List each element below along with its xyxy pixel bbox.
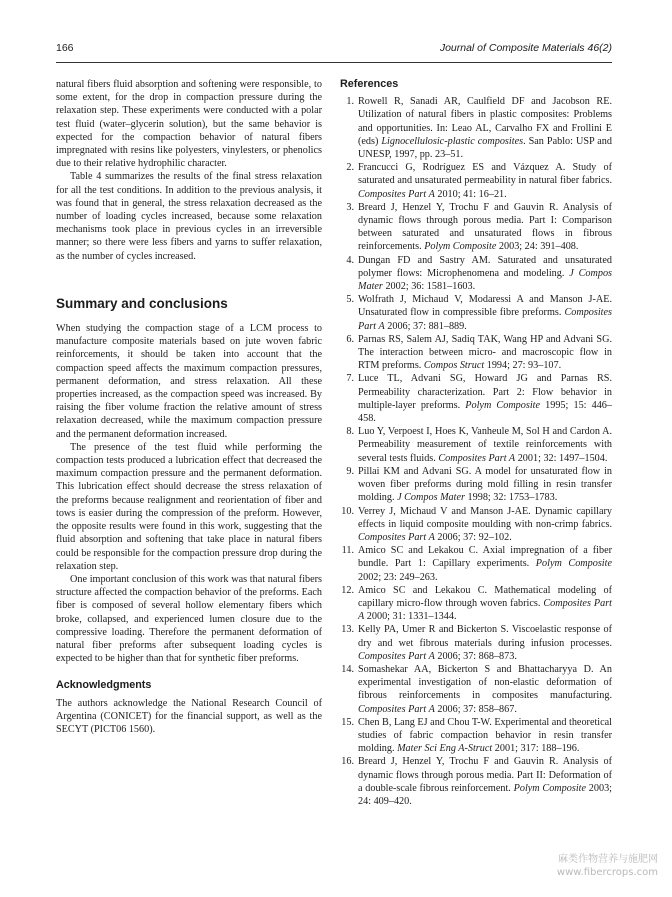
reference-text bbox=[358, 293, 612, 333]
paragraph: When studying the compaction stage of a LCM process to manufacture composite materials based on jute woven fabric reinforcements, it should be taken into account that the compaction speed affects the maximum compaction pressures, permanent deformation, and stress relaxation. All these properties increased, as the compaction speed was increased. By raising the fiber volume fraction the relative amount of stress relaxation decreased, while the maximum compaction pressure and the permanent deformation increased. bbox=[56, 323, 322, 440]
reference-authors-title: Luo Y, Verpoest I, Hoes K, Vanheule M, Sol H and Cardon A. Permeability measurement of textile reinforcements with several tests fluids. bbox=[358, 426, 612, 464]
reference-source: Composites Part A bbox=[438, 452, 516, 464]
reference-number: 9. bbox=[346, 465, 354, 477]
reference-item bbox=[340, 293, 612, 333]
reference-item bbox=[340, 254, 612, 294]
reference-item bbox=[340, 584, 612, 624]
reference-authors-title: Pillai KM and Advani SG. A model for unsaturated flow in woven fiber preforms during mold filling in resin transfer molding. bbox=[358, 465, 612, 504]
reference-authors-title: Luce TL, Advani SG, Howard JG and Parnas RS. Permeability characterization. Part 2: Flow behavior in multiple-layer preforms. bbox=[358, 373, 612, 411]
reference-text bbox=[358, 544, 612, 584]
reference-item bbox=[340, 623, 612, 663]
running-header bbox=[56, 42, 612, 58]
reference-number: 2. bbox=[346, 162, 354, 174]
reference-text bbox=[358, 425, 612, 465]
reference-details: 2003; 24: 409–420. bbox=[358, 782, 612, 807]
reference-authors-title: Kelly PA, Umer R and Bickerton S. Viscoelastic response of dry and wet fibrous materials during infusion processes. bbox=[358, 624, 612, 649]
reference-text bbox=[358, 161, 612, 201]
reference-details: 2001; 32: 1497–1504. bbox=[515, 452, 608, 464]
reference-details: 2002; 36: 1581–1603. bbox=[382, 281, 476, 293]
reference-item bbox=[340, 716, 612, 756]
reference-item bbox=[340, 201, 612, 254]
reference-text bbox=[358, 584, 612, 624]
reference-item bbox=[340, 755, 612, 808]
reference-item bbox=[340, 425, 612, 465]
reference-number: 3. bbox=[346, 201, 354, 213]
section-heading-summary: Summary and conclusions bbox=[56, 295, 228, 311]
reference-item bbox=[340, 505, 612, 545]
reference-number: 1. bbox=[346, 96, 354, 108]
reference-text bbox=[358, 755, 612, 808]
section-heading-acknowledgments: Acknowledgments bbox=[56, 679, 152, 692]
reference-authors-title: Somashekar AA, Bickerton S and Bhattacharyya D. An experimental investigation of non-elastic deformation of fibrous reinforcements in composites manufacturing. bbox=[358, 663, 612, 702]
header-rule bbox=[56, 62, 612, 63]
reference-source: Lignocellulosic-plastic composites bbox=[381, 135, 524, 147]
watermark bbox=[557, 853, 658, 879]
reference-list bbox=[340, 95, 612, 808]
reference-authors-title: Wolfrath J, Michaud V, Modaressi A and Manson J-AE. Unsaturated flow in compressible fibre preforms. bbox=[358, 294, 612, 319]
reference-item bbox=[340, 161, 612, 201]
watermark-url: www.fibercrops.com bbox=[556, 867, 658, 878]
reference-authors-title: Breard J, Henzel Y, Trochu F and Gauvin R. Analysis of dynamic flows through porous media. Part II: Deformation of a double-scale fibrous reinforcement. bbox=[358, 756, 612, 794]
reference-item bbox=[340, 333, 612, 373]
reference-number: 7. bbox=[346, 373, 354, 385]
reference-source: Polym Composite bbox=[424, 241, 497, 253]
reference-authors-title: Amico SC and Lekakou C. Axial impregnation of a fiber bundle. Part 1: Capillary experiments. bbox=[358, 545, 612, 570]
reference-number: 14. bbox=[341, 663, 354, 675]
reference-text bbox=[358, 201, 612, 254]
reference-source: Polym Composite bbox=[535, 558, 612, 570]
reference-authors-title: Verrey J, Michaud V and Manson J-AE. Dynamic capillary effects in liquid composite moulding with non-crimp fabrics. bbox=[358, 505, 612, 530]
reference-text bbox=[358, 465, 612, 505]
watermark-site-name: 麻类作物营养与施肥网 bbox=[558, 854, 658, 865]
left-column bbox=[56, 78, 322, 736]
reference-source: J Compos Mater bbox=[397, 492, 465, 504]
reference-text bbox=[358, 333, 612, 373]
reference-source: Composites Part A bbox=[358, 597, 612, 623]
reference-details: 2006; 37: 868–873. bbox=[434, 650, 517, 662]
reference-source: Polym Composite bbox=[513, 782, 587, 794]
right-column bbox=[340, 78, 612, 808]
reference-source: Composites Part A bbox=[358, 531, 435, 543]
paragraph: The presence of the test fluid while performing the compaction tests produced a lubrication effect that decreased the maximum compaction pressure and the permanent deformation. This lubrication effect should decrease the stress relaxation of the preforms because realignment and reorientation of fiber and tows is easier during the compression of the preform. However, the opposite results were found in this work, suggesting that the fluid absorption and softening that take place in natural fibers could be responsible for the compaction pressure drop during the relaxation step. bbox=[56, 441, 322, 572]
reference-item bbox=[340, 95, 612, 161]
reference-text bbox=[358, 663, 612, 716]
reference-details: 2006; 37: 858–867. bbox=[434, 703, 517, 715]
paragraph: Table 4 summarizes the results of the final stress relaxation for all the test conditions. In addition to the previous analysis, it was found that in general, the stress relaxation decreased as the number of loading cycles increased, because some relaxation mechanisms took place in previous cycles in an irreversible manner; so there were less fibers and yarns to suffer relaxation, as the number of cycles increased. bbox=[56, 171, 322, 262]
reference-source: Composites Part A bbox=[358, 307, 612, 332]
reference-item bbox=[340, 544, 612, 584]
reference-source: J Compos Mater bbox=[358, 267, 612, 293]
paragraph: natural fibers fluid absorption and softening were responsible, to some extent, for the drop in compaction pressure during the relaxation step. These experiments were conducted with a polar test fluid (water–glycerin solution), but the same behavior is expected for the compaction behavior of natural fibers impregnated with resins like polyesters, vinylesters, or phenolics due to their relative hydrophilic character. bbox=[56, 79, 322, 170]
reference-text bbox=[358, 95, 612, 161]
reference-text bbox=[358, 505, 612, 545]
reference-number: 4. bbox=[346, 254, 354, 266]
reference-authors-title: Francucci G, Rodríguez ES and Vázquez A. Study of saturated and unsaturated permeability in natural fiber fabrics. bbox=[358, 162, 612, 187]
reference-details: 2003; 24: 391–408. bbox=[496, 241, 579, 253]
reference-item bbox=[340, 372, 612, 425]
reference-number: 8. bbox=[346, 426, 354, 438]
reference-source: Polym Composite bbox=[465, 399, 541, 411]
reference-details: 2006; 37: 881–889. bbox=[384, 320, 467, 332]
reference-details: 2001; 317: 188–196. bbox=[492, 743, 580, 755]
reference-authors-title: Dungan FD and Sastry AM. Saturated and unsaturated polymer flows: Microphenomena and modeling. bbox=[358, 254, 612, 279]
reference-source: Composites Part A bbox=[358, 703, 435, 715]
reference-number: 6. bbox=[346, 333, 354, 345]
reference-item bbox=[340, 465, 612, 505]
reference-authors-title: Parnas RS, Salem AJ, Sadiq TAK, Wang HP and Advani SG. The interaction between micro- and macroscopic flow in RTM preforms. bbox=[358, 333, 612, 372]
page-number: 166 bbox=[56, 42, 74, 54]
paragraph: One important conclusion of this work was that natural fibers structure affected the compaction behavior of the preforms. Each fiber is composed of several hollow elementary fibers which broke, collapsed, and experienced lumen closure due to the compressive loading. Therefore the permanent deformation of natural fiber preforms after subsequent loading cycles is expected to be higher than that for synthetic fiber preforms. bbox=[56, 573, 322, 665]
reference-authors-title: Rowell R, Sanadi AR, Caulfield DF and Jacobson RE. Utilization of natural fibers in plastic composites: Problems and opportunities. In: Leao AL, Carvalho FX and Frollini E (eds) bbox=[358, 96, 612, 147]
reference-text bbox=[358, 716, 612, 756]
reference-text bbox=[358, 372, 612, 425]
reference-authors-title: Breard J, Henzel Y, Trochu F and Gauvin R. Analysis of dynamic flows through porous media. Part I: Comparison between saturated and unsaturated flows in fibrous reinforcements. bbox=[358, 201, 612, 253]
reference-source: Compos Struct bbox=[423, 360, 485, 372]
reference-number: 12. bbox=[341, 584, 354, 596]
reference-number: 15. bbox=[341, 716, 354, 728]
reference-number: 16. bbox=[341, 756, 354, 768]
reference-number: 13. bbox=[341, 624, 354, 636]
acknowledgments-text: The authors acknowledge the National Research Council of Argentina (CONICET) for the financial support, as well as the SECYT (PICT06 1560). bbox=[56, 697, 322, 735]
reference-number: 11. bbox=[341, 545, 354, 557]
reference-authors-title: Chen B, Lang EJ and Chou T-W. Experimental and theoretical studies of fabric compaction behavior in resin transfer molding. bbox=[358, 716, 612, 755]
reference-number: 10. bbox=[341, 505, 354, 517]
reference-text bbox=[358, 254, 612, 294]
reference-text bbox=[358, 623, 612, 663]
reference-details: 2000; 31: 1331–1344. bbox=[364, 611, 457, 623]
reference-source: Composites Part A bbox=[358, 188, 435, 200]
reference-item bbox=[340, 663, 612, 716]
reference-number: 5. bbox=[346, 294, 354, 306]
reference-details: 1998; 32: 1753–1783. bbox=[464, 492, 558, 504]
reference-details: . San Pablo: USP and UNESP, 1997, pp. 23–51. bbox=[358, 135, 612, 161]
references-heading: References bbox=[340, 78, 399, 90]
reference-source: Composites Part A bbox=[358, 650, 435, 662]
reference-details: 1995; 15: 446–458. bbox=[358, 399, 612, 425]
reference-source: Mater Sci Eng A-Struct bbox=[397, 743, 493, 755]
reference-details: 1994; 27: 93–107. bbox=[484, 360, 562, 372]
reference-authors-title: Amico SC and Lekakou C. Mathematical modeling of capillary micro-flow through woven fabrics. bbox=[358, 584, 612, 609]
reference-details: 2010; 41: 16–21. bbox=[434, 188, 507, 200]
reference-details: 2006; 37: 92–102. bbox=[434, 531, 512, 543]
journal-title: Journal of Composite Materials 46(2) bbox=[439, 42, 612, 54]
reference-details: 2002; 23: 249–263. bbox=[358, 571, 438, 583]
